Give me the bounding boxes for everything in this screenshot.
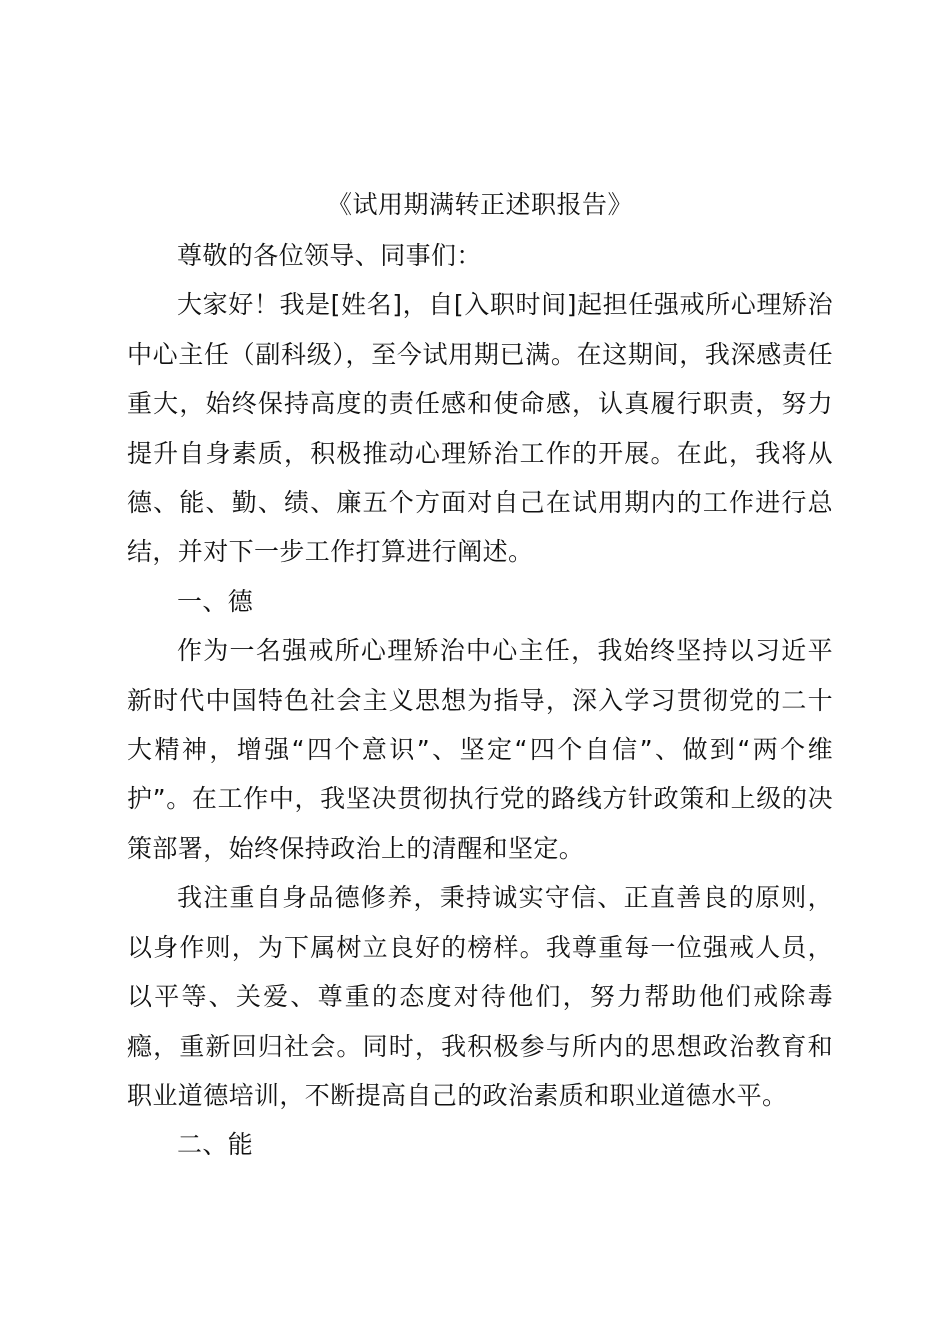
section-heading-virtue: 一、德: [177, 586, 254, 616]
document-title: 《试用期满转正述职报告》: [326, 190, 633, 219]
section-heading-ability: 二、能: [177, 1130, 254, 1160]
salutation: 尊敬的各位领导、同事们：: [177, 241, 482, 270]
intro-paragraph: 大家好！我是[姓名]，自[入职时间]起担任强戒所心理矫治中心主任（副科级），至今试用期已满。在这期间，我深感责任重大，始终保持高度的责任感和使命感，认真履行职责，努力提升自身素质，积极推动心理矫治工作的开展。在此，我将从德、能、勤、绩、廉五个方面对自己在试用期内的工作进行总结，并对下一步工作打算进行阐述。: [127, 290, 833, 567]
virtue-paragraph-1: 作为一名强戒所心理矫治中心主任，我始终坚持以习近平新时代中国特色社会主义思想为指导，深入学习贯彻党的二十大精神，增强“四个意识”、坚定“四个自信”、做到“两个维护”。在工作中，我坚决贯彻执行党的路线方针政策和上级的决策部署，始终保持政治上的清醒和坚定。: [127, 636, 833, 863]
virtue-paragraph-2: 我注重自身品德修养，秉持诚实守信、正直善良的原则，以身作则，为下属树立良好的榜样。我尊重每一位强戒人员，以平等、关爱、尊重的态度对待他们，努力帮助他们戒除毒瘾，重新回归社会。同时，我积极参与所内的思想政治教育和职业道德培训，不断提高自己的政治素质和职业道德水平。: [127, 883, 833, 1110]
document-body: [127, 181, 833, 1170]
